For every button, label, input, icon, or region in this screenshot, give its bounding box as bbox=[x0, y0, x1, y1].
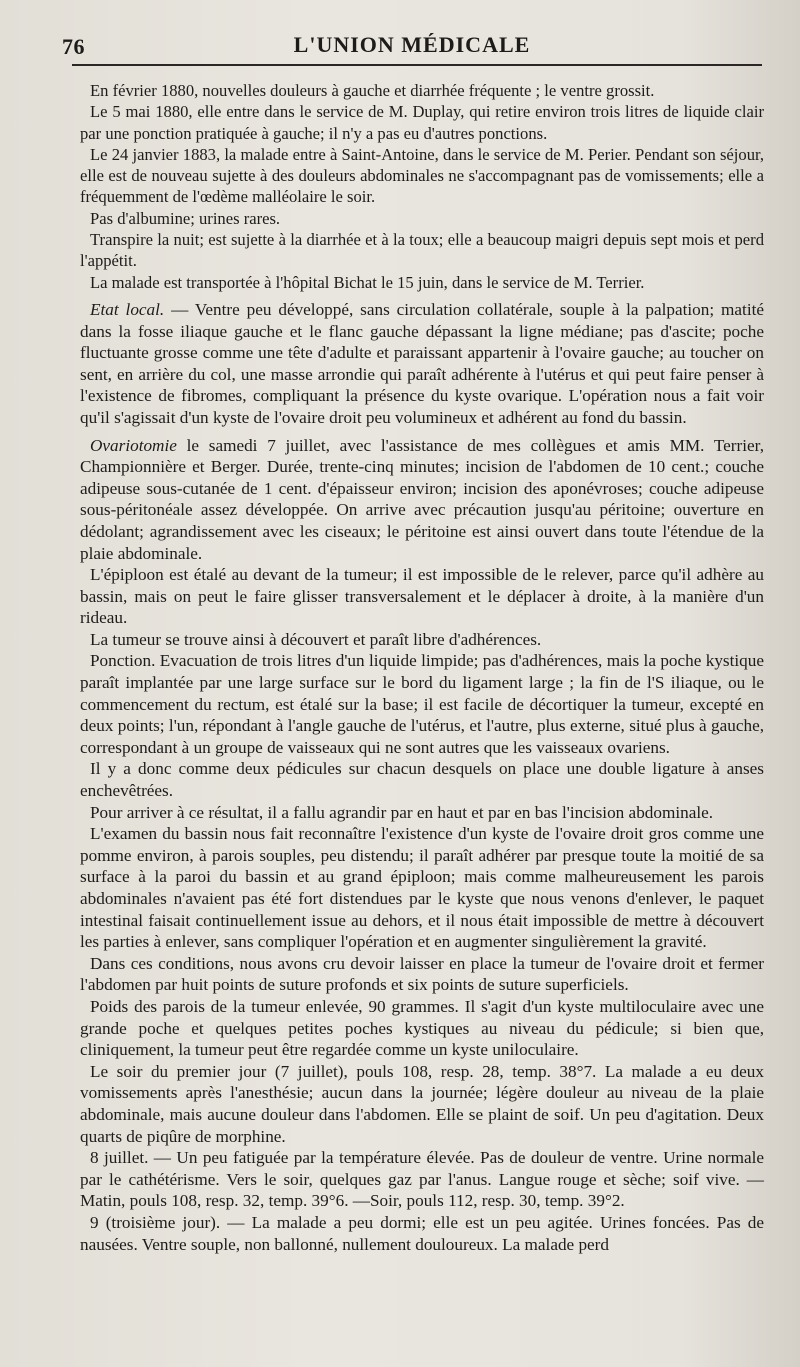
page-number: 76 bbox=[62, 34, 85, 59]
paragraph-text: le samedi 7 juillet, avec l'assistance de mes collègues et amis MM. Terrier, Championnière et Berger. Durée, trente-cinq minutes; incision de l'abdomen de 10 cent.; couche adipeuse sous-cutanée de 1 cent. d'épaisseur environ; incision des aponévroses; couche adipeuse sous-péritonéale assez développée. On arrive avec précaution jusqu'au péritoine; ouverture en dédolant; agrandissement avec les ciseaux; le péritoine est ainsi ouvert dans toute l'étendue de la plaie abdominale. bbox=[80, 435, 764, 563]
paragraph: L'épiploon est étalé au devant de la tumeur; il est impossible de le relever, parce qu'il adhère au bassin, mais on peut le faire glisser transversalement et le déplacer à droite, à la manière d'un rideau. bbox=[80, 565, 764, 628]
paragraph: En février 1880, nouvelles douleurs à gauche et diarrhée fréquente ; le ventre grossit. bbox=[90, 81, 655, 100]
paragraph: 9 (troisième jour). — La malade a peu dormi; elle est un peu agitée. Urines foncées. Pas de nausées. Ventre souple, non ballonné, nullement douloureux. La malade perd bbox=[80, 1212, 764, 1254]
paragraph: Pas d'albumine; urines rares. bbox=[90, 208, 281, 228]
paragraph: Ponction. Evacuation de trois litres d'un liquide limpide; pas d'adhérences, mais la poche kystique paraît implantée par une large surface sur le bord du ligament large ; la fin de l'S iliaque, ou le commencement du rectum, est étalé sur la base; il est facile de décortiquer la tumeur, excepté en deux points; l'un, répondant à l'angle gauche de l'utérus, et l'autre, plus externe, situé plus à gauche, correspondant à un groupe de vaisseaux qui ne sont autres que les vaisseaux ovariens. bbox=[80, 651, 764, 757]
paragraph: 8 juillet. — Un peu fatiguée par la température élevée. Pas de douleur de ventre. Urine normale par le cathétérisme. Vers le soir, quelques gaz par l'anus. Langue rouge et sèche; soif vive. — Matin, pouls 108, resp. 32, temp. 39°6. —Soir, pouls 112, resp. 30, temp. 39°2. bbox=[80, 1148, 764, 1211]
paragraph: Le soir du premier jour (7 juillet), pouls 108, resp. 28, temp. 38°7. La malade a eu deux vomissements après l'anesthésie; aucun dans la journée; légère douleur au niveau de la plaie abdominale, mais aucune douleur dans l'abdomen. Elle se plaint de soif. Un peu d'agitation. Deux quarts de piqûre de morphine. bbox=[80, 1061, 764, 1146]
paragraph: Pour arriver à ce résultat, il a fallu agrandir par en haut et par en bas l'incision abdominale. bbox=[90, 802, 714, 822]
paragraph-text: — Ventre peu développé, sans circulation collatérale, souple à la palpation; matité dans la fosse iliaque gauche et le flanc gauche dépassant la ligne médiane; pas d'ascite; poche fluctuante grosse comme une tête d'adulte et paraissant appartenir à l'ovaire gauche; au toucher on sent, en arrière du col, une masse arrondie qui paraît adhérente à l'utérus et qui peut faire penser à l'existence de fibromes, compliquant la présence du kyste ovarique. L'opération nous a fait voir qu'il s'agissait d'un kyste de l'ovaire droit peu volumineux et adhérent au fond du bassin. bbox=[80, 299, 764, 427]
paragraph: Le 5 mai 1880, elle entre dans le service de M. Duplay, qui retire environ trois litres de liquide clair par une ponction pratiquée à gauche; il n'y a pas eu d'autres ponctions. bbox=[80, 102, 764, 143]
paragraph: La tumeur se trouve ainsi à découvert et paraît libre d'adhérences. bbox=[90, 629, 542, 649]
section-lead-ovariotomie: Ovariotomie bbox=[90, 435, 177, 455]
paragraph: Il y a donc comme deux pédicules sur chacun desquels on place une double ligature à anses enchevêtrées. bbox=[80, 759, 764, 801]
journal-title: L'UNION MÉDICALE bbox=[293, 32, 531, 57]
section-lead-etat-local: Etat local. bbox=[90, 299, 165, 319]
paragraph: Poids des parois de la tumeur enlevée, 90 grammes. Il s'agit d'un kyste multiloculaire avec une grande poche et quelques petites poches kystiques au niveau du pédicule; si bien que, cliniquement, la tumeur peut être regardée comme un kyste uniloculaire. bbox=[80, 996, 764, 1060]
paragraph: Transpire la nuit; est sujette à la diarrhée et à la toux; elle a beaucoup maigri depuis sept mois et perd l'appétit. bbox=[80, 230, 764, 271]
header-rule bbox=[72, 64, 762, 66]
paragraph-etat-local bbox=[80, 299, 764, 429]
paragraph: Dans ces conditions, nous avons cru devoir laisser en place la tumeur de l'ovaire droit et fermer l'abdomen par huit points de suture profonds et six points de suture superficiels. bbox=[80, 953, 764, 995]
page-header bbox=[62, 28, 762, 62]
article-body bbox=[80, 80, 764, 1255]
paragraph: Le 24 janvier 1883, la malade entre à Saint-Antoine, dans le service de M. Perier. Pendant son séjour, elle est de nouveau sujette à des douleurs abdominales ne s'accompagnant pas de vomissements; elle a fréquemment de l'œdème malléolaire le soir. bbox=[80, 144, 764, 207]
paragraph: L'examen du bassin nous fait reconnaître l'existence d'un kyste de l'ovaire droit gros comme une pomme environ, à parois souples, peu distendu; il paraît adhérer par presque toute la moitié de sa surface à la paroi du bassin et au grand épiploon; mais comme malheureusement les parois abdominales n'avaient pas été fort distendues par le kyste que nous venons d'enlever, le paquet intestinal faisait continuellement issue au dehors, et il nous était impossible de mettre à découvert les parties à enlever, sans compliquer l'opération et en augmenter singulièrement la gravité. bbox=[80, 824, 764, 952]
paragraph-ovariotomie bbox=[80, 435, 764, 565]
paragraph: La malade est transportée à l'hôpital Bichat le 15 juin, dans le service de M. Terrier. bbox=[90, 272, 645, 292]
